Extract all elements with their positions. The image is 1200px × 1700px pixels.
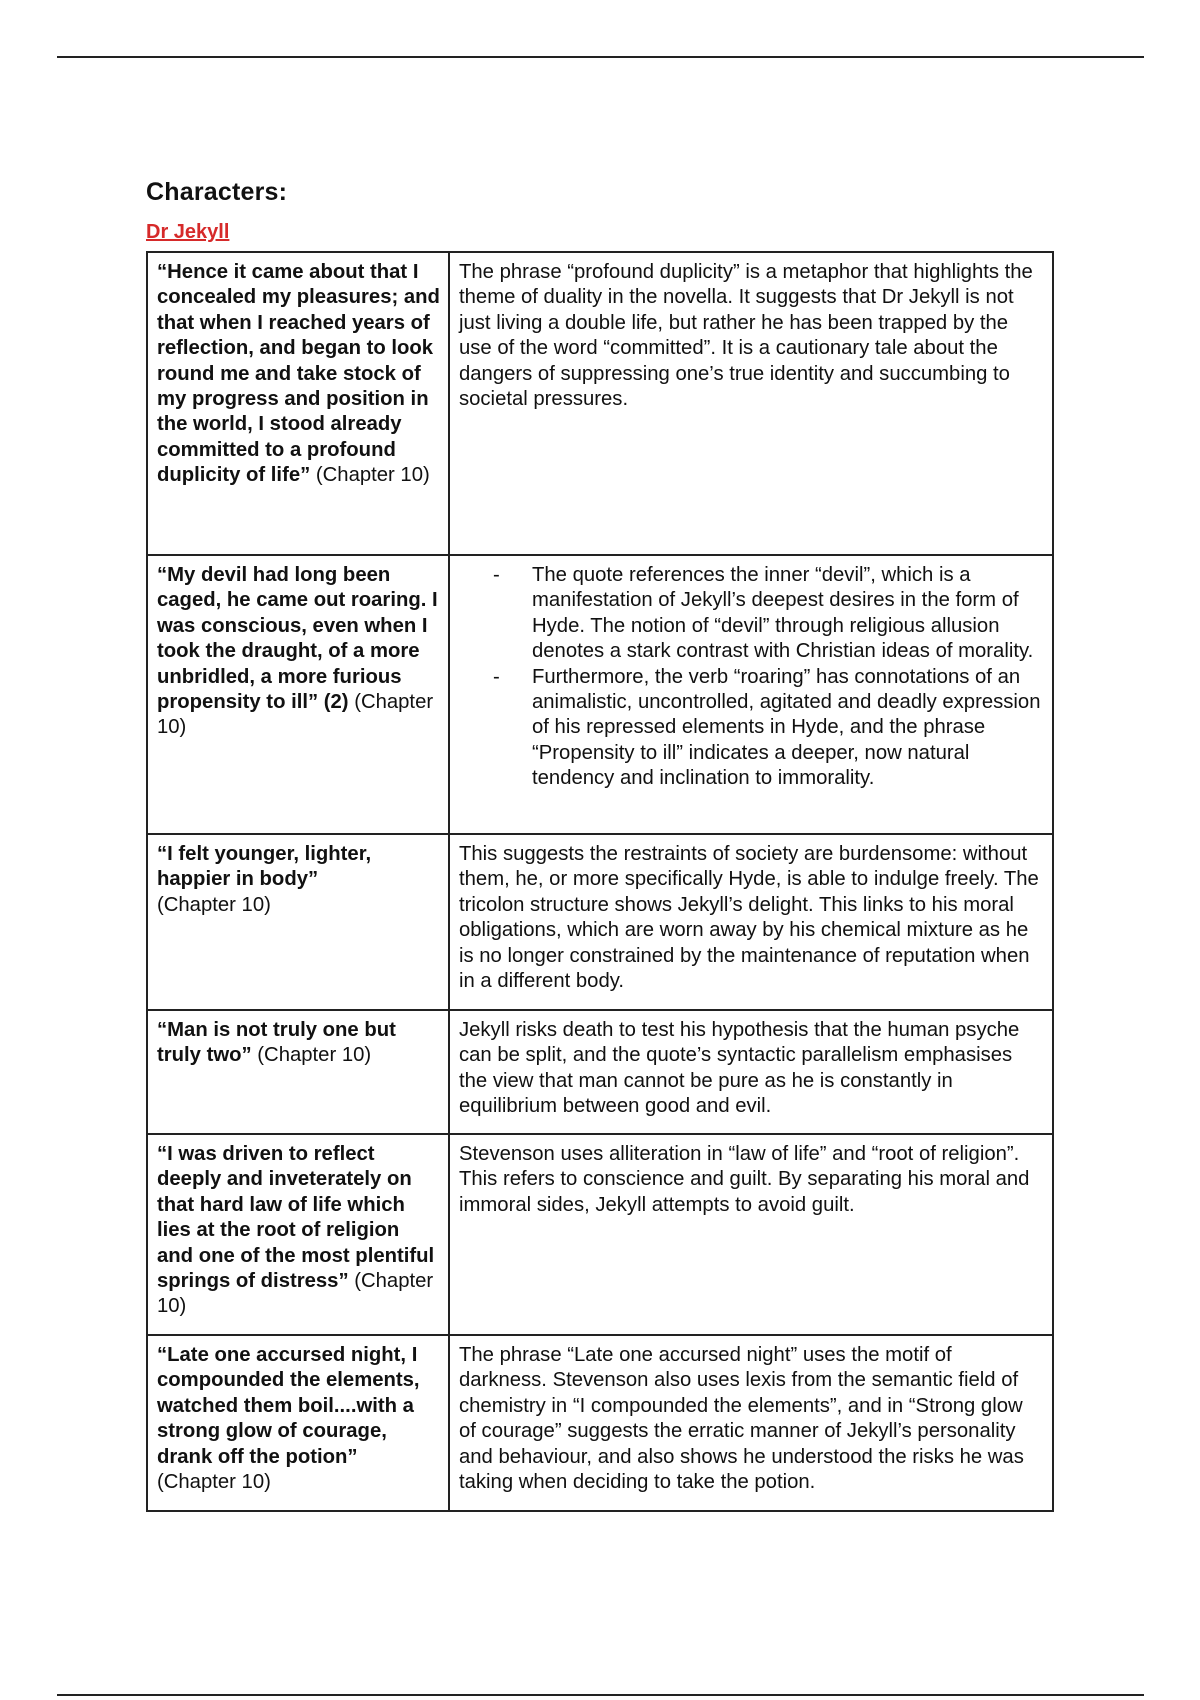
chapter-reference: (Chapter 10) bbox=[157, 1471, 271, 1494]
bottom-divider bbox=[57, 1694, 1144, 1696]
table-row bbox=[147, 555, 1053, 834]
analysis-cell bbox=[449, 834, 1053, 1010]
bullet-marker: - bbox=[493, 564, 500, 586]
quote-text: “My devil had long been caged, he came out roaring. I was conscious, even when I took the draught, of a more unbridled, a more furious propensity to ill” (2) bbox=[157, 564, 438, 714]
quote-cell bbox=[147, 252, 449, 555]
analysis-text: The phrase “Late one accursed night” uses the motif of darkness. Stevenson also uses lexis from the semantic field of chemistry in “I compounded the elements”, and in “Strong glow of courage” suggests the erratic manner of Jekyll’s personality and behaviour, and also shows he understood the risks he was taking when deciding to take the potion. bbox=[459, 1344, 1024, 1494]
analysis-text: Jekyll risks death to test his hypothesis that the human psyche can be split, and the quote’s syntactic parallelism emphasises the view that man cannot be pure as he is constantly in equilibrium between good and evil. bbox=[459, 1019, 1020, 1118]
analysis-cell bbox=[449, 252, 1053, 555]
quote-text: “Late one accursed night, I compounded the elements, watched them boil....with a strong glow of courage, drank off the potion” bbox=[157, 1344, 420, 1468]
quote-text: “I was driven to reflect deeply and inveterately on that hard law of life which lies at the root of religion and one of the most plentiful springs of distress” bbox=[157, 1143, 435, 1293]
bullet-text: The quote references the inner “devil”, which is a manifestation of Jekyll’s deepest desires in the form of Hyde. The notion of “devil” through religious allusion denotes a stark contrast with Christian ideas of morality. bbox=[532, 564, 1034, 663]
quote-cell bbox=[147, 1134, 449, 1335]
quote-text: “I felt younger, lighter, happier in body” bbox=[157, 843, 372, 891]
chapter-reference: (Chapter 10) bbox=[157, 893, 271, 916]
table-row bbox=[147, 1335, 1053, 1511]
analysis-text: The phrase “profound duplicity” is a metaphor that highlights the theme of duality in the novella. It suggests that Dr Jekyll is not just living a double life, but rather he has been trapped by the use of the word “committed”. It is a cautionary tale about the dangers of suppressing one’s true identity and succumbing to societal pressures. bbox=[459, 261, 1033, 411]
table-row bbox=[147, 252, 1053, 555]
character-subheading: Dr Jekyll bbox=[146, 221, 230, 243]
chapter-reference: (Chapter 10) bbox=[251, 1044, 372, 1067]
quote-cell bbox=[147, 1335, 449, 1511]
quote-analysis-table bbox=[146, 251, 1054, 1512]
analysis-bullet-list bbox=[459, 563, 1044, 792]
chapter-reference: (Chapter 10) bbox=[157, 1270, 434, 1318]
section-heading: Characters: bbox=[146, 178, 288, 206]
quote-cell bbox=[147, 1010, 449, 1134]
table-row bbox=[147, 834, 1053, 1010]
table-row bbox=[147, 1134, 1053, 1335]
quote-text: “Hence it came about that I concealed my pleasures; and that when I reached years of reflection, and began to look round me and take stock of my progress and position in the world, I stood already committed to a profound duplicity of life” bbox=[157, 261, 440, 487]
list-item bbox=[459, 563, 1044, 665]
quote-text: “Man is not truly one but truly two” bbox=[157, 1019, 396, 1067]
top-divider bbox=[57, 56, 1144, 58]
analysis-cell bbox=[449, 1134, 1053, 1335]
analysis-cell bbox=[449, 1335, 1053, 1511]
quote-cell bbox=[147, 834, 449, 1010]
chapter-reference: (Chapter 10) bbox=[157, 691, 434, 739]
analysis-cell bbox=[449, 555, 1053, 834]
analysis-cell bbox=[449, 1010, 1053, 1134]
list-item bbox=[459, 665, 1044, 792]
quote-cell bbox=[147, 555, 449, 834]
table-row bbox=[147, 1010, 1053, 1134]
chapter-reference: (Chapter 10) bbox=[310, 464, 430, 487]
analysis-text: This suggests the restraints of society are burdensome: without them, he, or more specifically Hyde, is able to indulge freely. The tricolon structure shows Jekyll’s delight. This links to his moral obligations, which are worn away by his chemical mixture as he is no longer constrained by the maintenance of reputation when in a different body. bbox=[459, 843, 1039, 993]
bullet-marker: - bbox=[493, 665, 500, 688]
analysis-text: Stevenson uses alliteration in “law of life” and “root of religion”. This refers to conscience and guilt. By separating his moral and immoral sides, Jekyll attempts to avoid guilt. bbox=[459, 1143, 1030, 1216]
bullet-text: Furthermore, the verb “roaring” has connotations of an animalistic, uncontrolled, agitated and deadly expression of his repressed elements in Hyde, and the phrase “Propensity to ill” indicates a deeper, now natural tendency and inclination to immorality. bbox=[532, 665, 1041, 790]
